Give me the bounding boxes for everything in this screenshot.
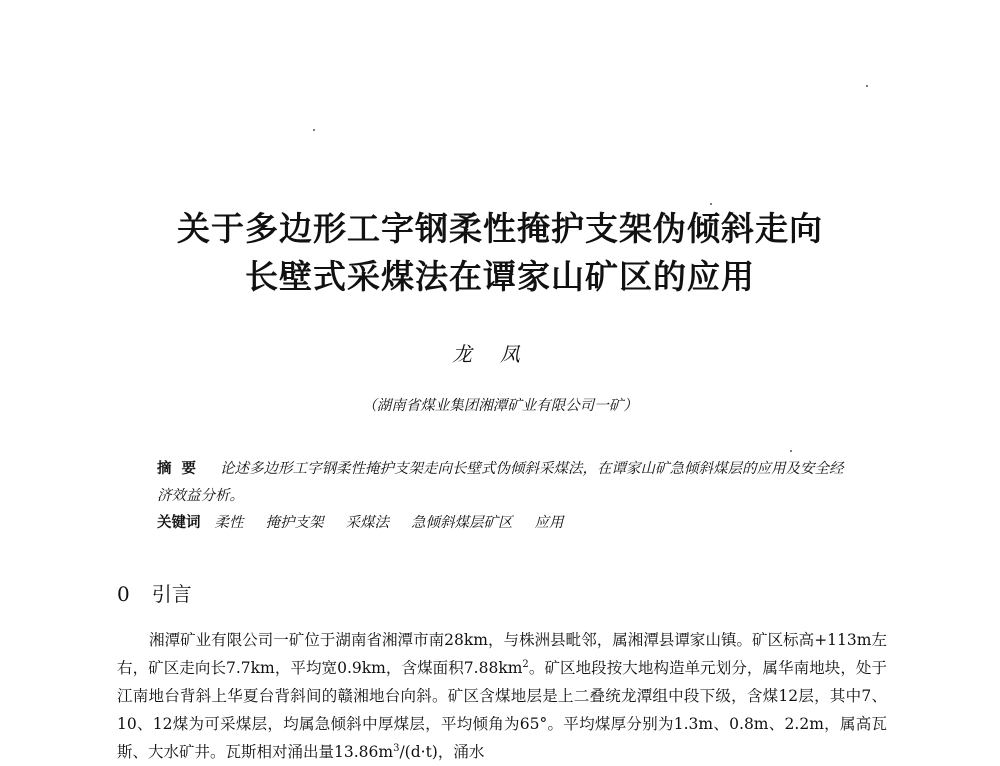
paper-title <box>0 205 1000 301</box>
body-paragraph <box>117 626 887 766</box>
scan-speck <box>313 129 315 131</box>
author-name: 龙凤 <box>452 342 548 366</box>
keyword-item: 急倾斜煤层矿区 <box>411 515 513 531</box>
keywords-label: 关键词 <box>157 515 201 531</box>
keyword-item: 采煤法 <box>345 515 389 531</box>
keyword-item: 柔性 <box>214 515 244 531</box>
section-title: 引言 <box>151 582 192 606</box>
keywords-line <box>157 510 857 537</box>
author-affiliation: （湖南省煤业集团湘潭矿业有限公司一矿） <box>362 398 638 414</box>
keyword-item: 应用 <box>534 515 564 531</box>
scan-speck <box>790 450 792 452</box>
body-text-segment: 。矿区地段按大地构造单元划分，属华南地块，处于江南地台背斜上华夏台背斜间的赣湘地台向斜。矿区含煤地层是上二叠统龙潭组中段下级，含煤12层，其中7、10、12煤为可采煤层，均属急倾斜中厚煤层，平均倾角为65°。平均煤厚分别为1.3m、0.8m、2.2m，属高瓦斯、大水矿井。瓦斯相对涌出量13.86m <box>117 659 887 761</box>
section-heading <box>117 578 192 607</box>
superscript: 3 <box>393 742 400 754</box>
section-number: 0 <box>117 582 130 606</box>
keyword-item: 掩护支架 <box>265 515 324 531</box>
body-text-segment: 湘潭矿业有限公司一矿位于湖南省湘潭市南28km，与株洲县毗邻，属湘潭县谭家山镇。矿区标高+113m左右，矿区走向长7.7km，平均宽0.9km，含煤面积7.88km <box>117 631 887 677</box>
abstract-text: 论述多边形工字钢柔性掩护支架走向长壁式伪倾斜采煤法，在谭家山矿急倾斜煤层的应用及安全经济效益分析。 <box>157 461 844 504</box>
superscript: 2 <box>522 658 529 670</box>
title-line-2: 长壁式采煤法在谭家山矿区的应用 <box>245 257 755 296</box>
abstract-block <box>157 456 857 537</box>
body-text-segment: /(d·t)，涌水 <box>399 743 485 761</box>
abstract-label: 摘要 <box>157 461 206 477</box>
scan-speck <box>866 85 868 87</box>
title-line-1: 关于多边形工字钢柔性掩护支架伪倾斜走向 <box>177 209 823 248</box>
abstract-paragraph <box>157 456 857 510</box>
